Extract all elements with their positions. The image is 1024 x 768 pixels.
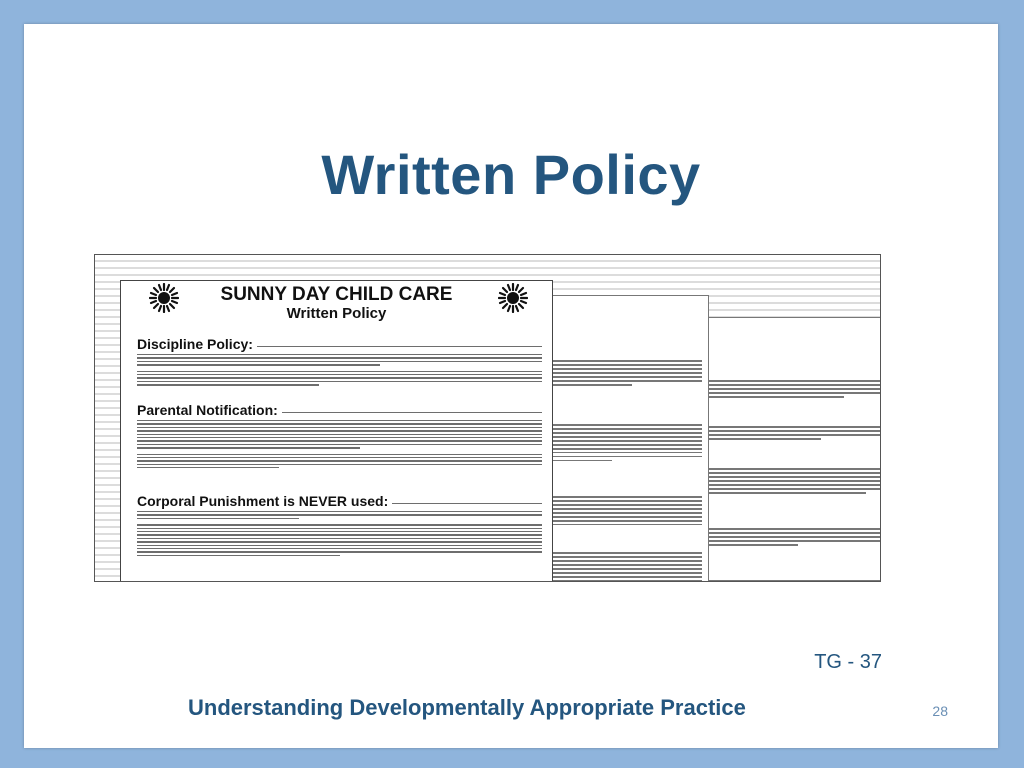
policy-section-discipline <box>137 337 542 388</box>
slide-number: 28 <box>932 703 948 719</box>
section-body-text <box>137 420 542 468</box>
document-title: Written Policy <box>286 305 387 322</box>
filler-text <box>684 580 881 582</box>
policy-section-corporal-punishment <box>137 494 542 558</box>
filler-text <box>684 528 881 548</box>
slide-title: Written Policy <box>321 143 701 206</box>
slide <box>24 24 998 748</box>
section-heading: Parental Notification: <box>137 402 278 418</box>
footer-text: Understanding Developmentally Appropriate Practice <box>188 695 746 720</box>
section-heading: Discipline Policy: <box>137 336 253 352</box>
policy-section-notification <box>137 403 542 470</box>
filler-text <box>684 468 881 496</box>
org-name: SUNNY DAY CHILD CARE <box>220 284 453 305</box>
front-page <box>120 280 553 582</box>
tg-reference: TG - 37 <box>814 651 882 673</box>
section-heading: Corporal Punishment is NEVER used: <box>137 493 389 509</box>
filler-text <box>684 380 881 400</box>
policy-document-image <box>94 254 881 582</box>
filler-text <box>684 426 881 442</box>
section-body-text <box>137 511 542 556</box>
section-body-text <box>137 354 542 386</box>
letterhead <box>121 285 552 322</box>
